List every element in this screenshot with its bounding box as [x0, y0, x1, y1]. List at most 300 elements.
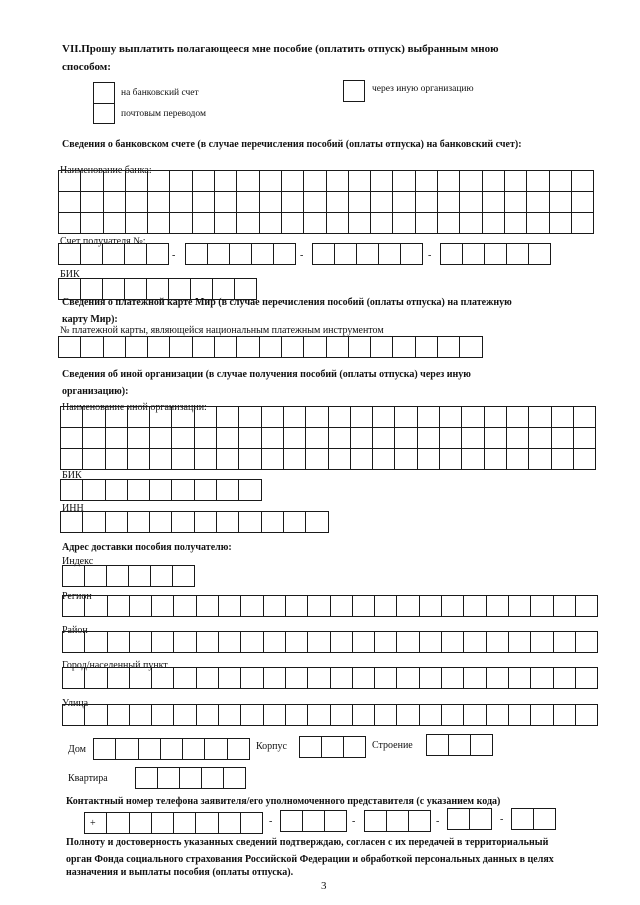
char-cell[interactable]	[387, 811, 409, 832]
char-cell[interactable]	[285, 668, 307, 689]
char-cell[interactable]	[508, 668, 530, 689]
char-cell[interactable]	[375, 668, 397, 689]
char-cell[interactable]	[125, 337, 147, 358]
char-cell[interactable]	[438, 192, 460, 213]
account-grid-2[interactable]	[185, 243, 296, 265]
apartment-grid[interactable]	[135, 767, 246, 789]
char-cell[interactable]	[138, 739, 160, 760]
char-cell[interactable]	[463, 244, 485, 265]
char-cell[interactable]	[529, 428, 551, 449]
char-cell[interactable]	[196, 813, 218, 834]
char-cell[interactable]	[401, 244, 423, 265]
char-cell[interactable]	[237, 192, 259, 213]
other-org-checkbox[interactable]	[343, 80, 365, 102]
char-cell[interactable]	[551, 449, 573, 470]
char-cell[interactable]	[328, 407, 350, 428]
char-cell[interactable]	[395, 449, 417, 470]
char-cell[interactable]	[105, 512, 127, 533]
street-grid[interactable]	[62, 704, 598, 726]
char-cell[interactable]	[107, 596, 129, 617]
char-cell[interactable]	[241, 813, 263, 834]
structure-grid[interactable]	[426, 734, 493, 756]
other-org-inn-grid[interactable]	[60, 511, 329, 533]
char-cell[interactable]	[215, 171, 237, 192]
char-cell[interactable]	[263, 668, 285, 689]
char-cell[interactable]	[129, 668, 151, 689]
char-cell[interactable]	[129, 813, 151, 834]
char-cell[interactable]	[527, 192, 549, 213]
char-cell[interactable]	[285, 705, 307, 726]
char-cell[interactable]	[283, 407, 305, 428]
char-cell[interactable]	[63, 668, 85, 689]
char-cell[interactable]	[219, 596, 241, 617]
char-cell[interactable]	[397, 705, 419, 726]
char-cell[interactable]	[127, 407, 149, 428]
char-cell[interactable]	[103, 244, 125, 265]
char-cell[interactable]	[575, 705, 597, 726]
char-cell[interactable]	[393, 337, 415, 358]
char-cell[interactable]	[59, 244, 81, 265]
char-cell[interactable]	[59, 213, 81, 234]
char-cell[interactable]	[241, 668, 263, 689]
char-cell[interactable]	[215, 337, 237, 358]
char-cell[interactable]	[194, 480, 216, 501]
char-cell[interactable]	[172, 449, 194, 470]
char-cell[interactable]	[158, 768, 180, 789]
char-cell[interactable]	[81, 337, 103, 358]
char-cell[interactable]	[415, 171, 437, 192]
char-cell[interactable]	[512, 809, 534, 830]
char-cell[interactable]	[61, 407, 83, 428]
other-org-bik-grid[interactable]	[60, 479, 262, 501]
char-cell[interactable]	[105, 428, 127, 449]
char-cell[interactable]	[553, 705, 575, 726]
char-cell[interactable]	[551, 428, 573, 449]
char-cell[interactable]	[63, 566, 85, 587]
char-cell[interactable]	[440, 428, 462, 449]
char-cell[interactable]	[375, 632, 397, 653]
char-cell[interactable]	[440, 449, 462, 470]
char-cell[interactable]	[129, 705, 151, 726]
char-cell[interactable]	[194, 512, 216, 533]
char-cell[interactable]	[217, 428, 239, 449]
char-cell[interactable]	[148, 337, 170, 358]
card-number-grid[interactable]	[58, 336, 483, 358]
char-cell[interactable]	[462, 407, 484, 428]
char-cell[interactable]	[531, 632, 553, 653]
char-cell[interactable]	[371, 171, 393, 192]
char-cell[interactable]	[328, 449, 350, 470]
char-cell[interactable]	[357, 244, 379, 265]
char-cell[interactable]	[148, 213, 170, 234]
char-cell[interactable]	[304, 171, 326, 192]
char-cell[interactable]	[460, 337, 482, 358]
char-cell[interactable]	[322, 737, 344, 758]
char-cell[interactable]	[486, 668, 508, 689]
char-cell[interactable]	[83, 407, 105, 428]
char-cell[interactable]	[506, 449, 528, 470]
char-cell[interactable]	[107, 566, 129, 587]
char-cell[interactable]	[527, 171, 549, 192]
char-cell[interactable]	[460, 171, 482, 192]
char-cell[interactable]	[174, 705, 196, 726]
char-cell[interactable]	[170, 337, 192, 358]
char-cell[interactable]	[107, 705, 129, 726]
char-cell[interactable]	[529, 407, 551, 428]
char-cell[interactable]	[397, 668, 419, 689]
char-cell[interactable]	[172, 428, 194, 449]
char-cell[interactable]	[393, 171, 415, 192]
char-cell[interactable]	[81, 192, 103, 213]
char-cell[interactable]	[508, 596, 530, 617]
char-cell[interactable]	[85, 566, 107, 587]
char-cell[interactable]	[103, 171, 125, 192]
char-cell[interactable]	[85, 705, 107, 726]
char-cell[interactable]	[194, 428, 216, 449]
char-cell[interactable]	[61, 480, 83, 501]
char-cell[interactable]	[397, 632, 419, 653]
char-cell[interactable]	[352, 705, 374, 726]
char-cell[interactable]	[335, 244, 357, 265]
char-cell[interactable]	[486, 705, 508, 726]
char-cell[interactable]	[217, 407, 239, 428]
account-grid-1[interactable]	[58, 243, 169, 265]
char-cell[interactable]	[534, 809, 556, 830]
char-cell[interactable]	[308, 596, 330, 617]
char-cell[interactable]	[152, 596, 174, 617]
char-cell[interactable]	[441, 244, 463, 265]
char-cell[interactable]	[63, 596, 85, 617]
char-cell[interactable]	[261, 428, 283, 449]
account-grid-3[interactable]	[312, 243, 423, 265]
char-cell[interactable]	[442, 596, 464, 617]
char-cell[interactable]	[259, 337, 281, 358]
char-cell[interactable]	[326, 337, 348, 358]
char-cell[interactable]	[409, 811, 431, 832]
char-cell[interactable]	[306, 512, 328, 533]
char-cell[interactable]	[460, 213, 482, 234]
char-cell[interactable]	[127, 480, 149, 501]
char-cell[interactable]	[283, 428, 305, 449]
char-cell[interactable]	[94, 739, 116, 760]
char-cell[interactable]	[85, 668, 107, 689]
district-grid[interactable]	[62, 631, 598, 653]
phone-grid-5[interactable]	[511, 808, 556, 830]
char-cell[interactable]	[83, 512, 105, 533]
char-cell[interactable]	[129, 596, 151, 617]
char-cell[interactable]	[373, 407, 395, 428]
char-cell[interactable]	[571, 213, 593, 234]
char-cell[interactable]	[151, 813, 173, 834]
char-cell[interactable]	[174, 813, 196, 834]
char-cell[interactable]	[150, 480, 172, 501]
char-cell[interactable]	[192, 337, 214, 358]
char-cell[interactable]	[81, 213, 103, 234]
char-cell[interactable]	[160, 739, 182, 760]
char-cell[interactable]	[464, 632, 486, 653]
char-cell[interactable]	[507, 244, 529, 265]
char-cell[interactable]	[103, 213, 125, 234]
char-cell[interactable]	[241, 705, 263, 726]
char-cell[interactable]	[344, 737, 366, 758]
char-cell[interactable]	[170, 171, 192, 192]
char-cell[interactable]	[63, 632, 85, 653]
char-cell[interactable]	[395, 428, 417, 449]
char-cell[interactable]	[348, 192, 370, 213]
char-cell[interactable]	[81, 171, 103, 192]
char-cell[interactable]	[549, 171, 571, 192]
char-cell[interactable]	[151, 566, 173, 587]
char-cell[interactable]	[61, 449, 83, 470]
char-cell[interactable]	[105, 480, 127, 501]
char-cell[interactable]	[470, 809, 492, 830]
char-cell[interactable]	[219, 705, 241, 726]
char-cell[interactable]	[127, 449, 149, 470]
char-cell[interactable]	[215, 213, 237, 234]
char-cell[interactable]	[107, 668, 129, 689]
account-grid-4[interactable]	[440, 243, 551, 265]
char-cell[interactable]	[506, 428, 528, 449]
char-cell[interactable]	[326, 171, 348, 192]
char-cell[interactable]	[529, 244, 551, 265]
char-cell[interactable]	[281, 337, 303, 358]
house-grid[interactable]	[93, 738, 250, 760]
char-cell[interactable]	[553, 632, 575, 653]
char-cell[interactable]	[573, 428, 595, 449]
char-cell[interactable]	[283, 512, 305, 533]
char-cell[interactable]	[464, 596, 486, 617]
char-cell[interactable]	[442, 668, 464, 689]
char-cell[interactable]	[192, 213, 214, 234]
char-cell[interactable]	[325, 811, 347, 832]
char-cell[interactable]	[415, 213, 437, 234]
char-cell[interactable]	[59, 337, 81, 358]
char-cell[interactable]	[485, 244, 507, 265]
char-cell[interactable]	[508, 705, 530, 726]
char-cell[interactable]	[464, 668, 486, 689]
char-cell[interactable]	[230, 244, 252, 265]
char-cell[interactable]	[217, 480, 239, 501]
char-cell[interactable]	[486, 632, 508, 653]
char-cell[interactable]	[237, 171, 259, 192]
char-cell[interactable]	[263, 632, 285, 653]
char-cell[interactable]	[365, 811, 387, 832]
char-cell[interactable]	[482, 192, 504, 213]
char-cell[interactable]	[174, 668, 196, 689]
phone-grid-4[interactable]	[447, 808, 492, 830]
char-cell[interactable]	[237, 337, 259, 358]
char-cell[interactable]	[219, 668, 241, 689]
char-cell[interactable]	[285, 596, 307, 617]
char-cell[interactable]	[352, 668, 374, 689]
char-cell[interactable]	[527, 213, 549, 234]
char-cell[interactable]	[227, 739, 249, 760]
char-cell[interactable]	[397, 596, 419, 617]
char-cell[interactable]	[571, 192, 593, 213]
char-cell[interactable]	[186, 244, 208, 265]
char-cell[interactable]	[239, 512, 261, 533]
char-cell[interactable]	[330, 632, 352, 653]
char-cell[interactable]	[125, 213, 147, 234]
char-cell[interactable]	[395, 407, 417, 428]
char-cell[interactable]	[239, 449, 261, 470]
char-cell[interactable]	[464, 705, 486, 726]
city-grid[interactable]	[62, 667, 598, 689]
char-cell[interactable]	[107, 813, 129, 834]
building-grid[interactable]	[299, 736, 366, 758]
char-cell[interactable]	[174, 632, 196, 653]
char-cell[interactable]	[259, 213, 281, 234]
char-cell[interactable]	[442, 705, 464, 726]
char-cell[interactable]	[241, 596, 263, 617]
char-cell[interactable]	[217, 449, 239, 470]
char-cell[interactable]	[313, 244, 335, 265]
char-cell[interactable]	[152, 705, 174, 726]
char-cell[interactable]	[348, 171, 370, 192]
char-cell[interactable]	[224, 768, 246, 789]
char-cell[interactable]	[348, 213, 370, 234]
char-cell[interactable]	[506, 407, 528, 428]
char-cell[interactable]	[306, 428, 328, 449]
char-cell[interactable]	[281, 811, 303, 832]
char-cell[interactable]	[419, 596, 441, 617]
char-cell[interactable]	[148, 171, 170, 192]
char-cell[interactable]	[460, 192, 482, 213]
char-cell[interactable]	[486, 596, 508, 617]
char-cell[interactable]	[81, 244, 103, 265]
char-cell[interactable]	[440, 407, 462, 428]
char-cell[interactable]	[553, 596, 575, 617]
char-cell[interactable]	[61, 512, 83, 533]
char-cell[interactable]	[438, 213, 460, 234]
phone-grid-1[interactable]	[84, 812, 263, 834]
char-cell[interactable]	[371, 192, 393, 213]
char-cell[interactable]	[194, 407, 216, 428]
char-cell[interactable]	[419, 632, 441, 653]
char-cell[interactable]	[427, 735, 449, 756]
char-cell[interactable]	[373, 428, 395, 449]
char-cell[interactable]	[105, 407, 127, 428]
char-cell[interactable]	[352, 596, 374, 617]
char-cell[interactable]	[531, 705, 553, 726]
char-cell[interactable]	[350, 449, 372, 470]
char-cell[interactable]	[241, 632, 263, 653]
char-cell[interactable]	[308, 632, 330, 653]
char-cell[interactable]	[326, 192, 348, 213]
char-cell[interactable]	[304, 337, 326, 358]
char-cell[interactable]	[415, 192, 437, 213]
char-cell[interactable]	[150, 407, 172, 428]
char-cell[interactable]	[415, 337, 437, 358]
char-cell[interactable]	[549, 192, 571, 213]
char-cell[interactable]	[449, 735, 471, 756]
char-cell[interactable]	[281, 171, 303, 192]
char-cell[interactable]	[551, 407, 573, 428]
char-cell[interactable]	[371, 213, 393, 234]
char-cell[interactable]	[183, 739, 205, 760]
char-cell[interactable]	[419, 668, 441, 689]
char-cell[interactable]	[508, 632, 530, 653]
char-cell[interactable]	[471, 735, 493, 756]
char-cell[interactable]	[237, 213, 259, 234]
char-cell[interactable]	[348, 337, 370, 358]
phone-grid-3[interactable]	[364, 810, 431, 832]
char-cell[interactable]	[328, 428, 350, 449]
char-cell[interactable]	[239, 407, 261, 428]
char-cell[interactable]	[553, 668, 575, 689]
char-cell[interactable]	[484, 407, 506, 428]
char-cell[interactable]	[219, 632, 241, 653]
char-cell[interactable]	[303, 811, 325, 832]
char-cell[interactable]	[172, 407, 194, 428]
char-cell[interactable]	[330, 705, 352, 726]
char-cell[interactable]	[125, 244, 147, 265]
char-cell[interactable]	[263, 596, 285, 617]
char-cell[interactable]	[448, 809, 470, 830]
char-cell[interactable]	[147, 244, 169, 265]
char-cell[interactable]	[575, 632, 597, 653]
char-cell[interactable]	[462, 449, 484, 470]
char-cell[interactable]	[438, 337, 460, 358]
char-cell[interactable]	[306, 449, 328, 470]
char-cell[interactable]	[484, 449, 506, 470]
char-cell[interactable]	[504, 171, 526, 192]
char-cell[interactable]	[417, 428, 439, 449]
char-cell[interactable]	[173, 566, 195, 587]
char-cell[interactable]	[116, 739, 138, 760]
char-cell[interactable]	[573, 449, 595, 470]
char-cell[interactable]	[174, 596, 196, 617]
char-cell[interactable]	[261, 449, 283, 470]
bank-name-grid[interactable]	[58, 170, 594, 234]
char-cell[interactable]	[125, 171, 147, 192]
char-cell[interactable]	[83, 480, 105, 501]
char-cell[interactable]	[170, 192, 192, 213]
char-cell[interactable]	[136, 768, 158, 789]
char-cell[interactable]	[300, 737, 322, 758]
char-cell[interactable]	[196, 596, 218, 617]
char-cell[interactable]	[304, 192, 326, 213]
char-cell[interactable]	[217, 512, 239, 533]
char-cell[interactable]	[252, 244, 274, 265]
char-cell[interactable]	[462, 428, 484, 449]
char-cell[interactable]	[304, 213, 326, 234]
char-cell[interactable]	[573, 407, 595, 428]
phone-grid-2[interactable]	[280, 810, 347, 832]
char-cell[interactable]	[192, 192, 214, 213]
char-cell[interactable]	[330, 596, 352, 617]
char-cell[interactable]	[59, 171, 81, 192]
char-cell[interactable]	[259, 171, 281, 192]
char-cell[interactable]	[196, 705, 218, 726]
char-cell[interactable]	[192, 171, 214, 192]
index-grid[interactable]	[62, 565, 195, 587]
char-cell[interactable]	[482, 171, 504, 192]
other-org-name-grid[interactable]	[60, 406, 596, 470]
char-cell[interactable]	[103, 192, 125, 213]
char-cell[interactable]	[172, 512, 194, 533]
char-cell[interactable]	[125, 192, 147, 213]
char-cell[interactable]	[85, 632, 107, 653]
char-cell[interactable]	[261, 512, 283, 533]
char-cell[interactable]	[306, 407, 328, 428]
region-grid[interactable]	[62, 595, 598, 617]
char-cell[interactable]	[150, 512, 172, 533]
char-cell[interactable]	[127, 428, 149, 449]
char-cell[interactable]	[274, 244, 296, 265]
char-cell[interactable]	[393, 213, 415, 234]
char-cell[interactable]	[308, 705, 330, 726]
